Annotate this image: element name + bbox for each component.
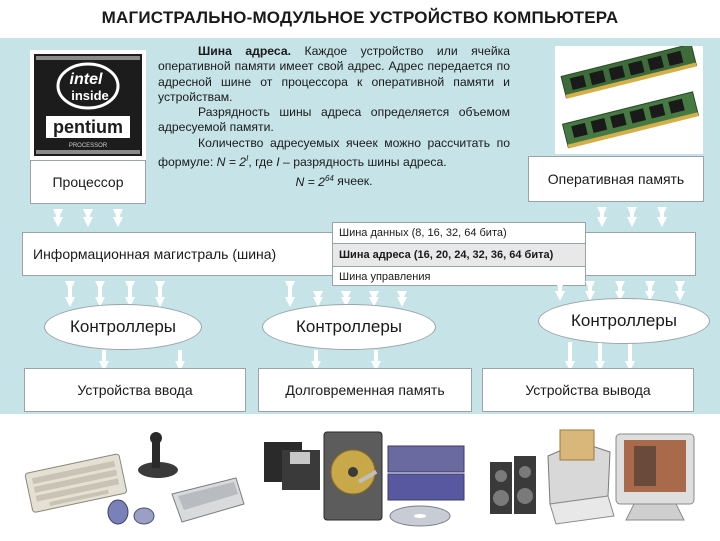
monitor-icon <box>616 434 694 520</box>
controller-input <box>44 304 202 350</box>
controller-storage <box>262 304 436 350</box>
input-devices-box <box>24 368 246 412</box>
desc-formula-exp: I <box>246 154 249 164</box>
control-bus-label: Шина управления <box>339 271 431 283</box>
desc-p4: ячеек. <box>333 174 373 189</box>
device-label-storage: Долговременная память <box>285 382 445 398</box>
bus-label: Информационная магистраль (шина) <box>33 246 277 262</box>
chip-text-intel: intel <box>69 71 103 88</box>
controller-label-2: Контроллеры <box>295 317 403 336</box>
controller-label-3: Контроллеры <box>570 311 678 330</box>
chip-text-inside: inside <box>71 88 109 103</box>
floppy-disks-icon <box>264 442 320 490</box>
joystick-icon <box>138 432 178 478</box>
speakers-icon <box>490 456 536 514</box>
device-label-input: Устройства ввода <box>77 382 193 398</box>
storage-devices-image <box>260 424 470 534</box>
input-devices-image <box>22 424 248 534</box>
data-bus-label: Шина данных (8, 16, 32, 64 бита) <box>339 227 507 239</box>
address-bus-label: Шина адреса (16, 20, 24, 32, 36, 64 бита) <box>339 249 554 261</box>
cd-drive-icon <box>388 446 464 526</box>
desc-var: I <box>276 155 280 170</box>
hard-drive-icon <box>324 432 382 520</box>
scanner-icon <box>172 478 244 522</box>
memory-box <box>528 156 704 202</box>
mouse-icon <box>134 508 154 524</box>
output-devices-box <box>482 368 694 412</box>
output-devices-image <box>484 420 700 536</box>
processor-box <box>30 160 146 204</box>
processor-chip-image <box>30 50 146 160</box>
device-label-output: Устройства вывода <box>525 382 651 398</box>
chip-text-processor: PROCESSOR <box>68 143 108 149</box>
memory-label: Оперативная память <box>547 171 685 187</box>
desc-p3a: Количество адресуемых ячеек можно рассчитать по формуле: <box>158 135 510 170</box>
controller-output <box>538 298 710 344</box>
desc-heading: Шина адреса. <box>198 44 292 58</box>
bus-types-box <box>332 222 586 286</box>
desc-p1: Каждое устройство или ячейка оперативной памяти имеет свой адрес. Адрес передается по адресной шине от процессора к оперативной памяти и устройствам. <box>158 44 510 104</box>
printer-icon <box>548 430 614 524</box>
desc-p3b: , где <box>248 155 277 170</box>
processor-label: Процессор <box>52 174 124 190</box>
page-title: МАГИСТРАЛЬНО-МОДУЛЬНОЕ УСТРОЙСТВО КОМПЬЮТЕРА <box>101 8 619 27</box>
desc-p3c: – разрядность шины адреса. <box>279 155 447 170</box>
desc-p2: Разрядность шины адреса определяется объемом адресуемой памяти. <box>158 105 510 135</box>
desc-formula: N = 2 <box>216 155 247 170</box>
address-bus-description <box>158 44 510 190</box>
controller-label-1: Контроллеры <box>69 317 177 336</box>
chip-text-pentium: pentium <box>53 117 123 137</box>
desc-formula2: N = 2 <box>295 174 325 189</box>
storage-devices-box <box>258 368 472 412</box>
desc-formula2-exp: 64 <box>324 173 334 183</box>
ram-modules-image <box>555 46 703 154</box>
